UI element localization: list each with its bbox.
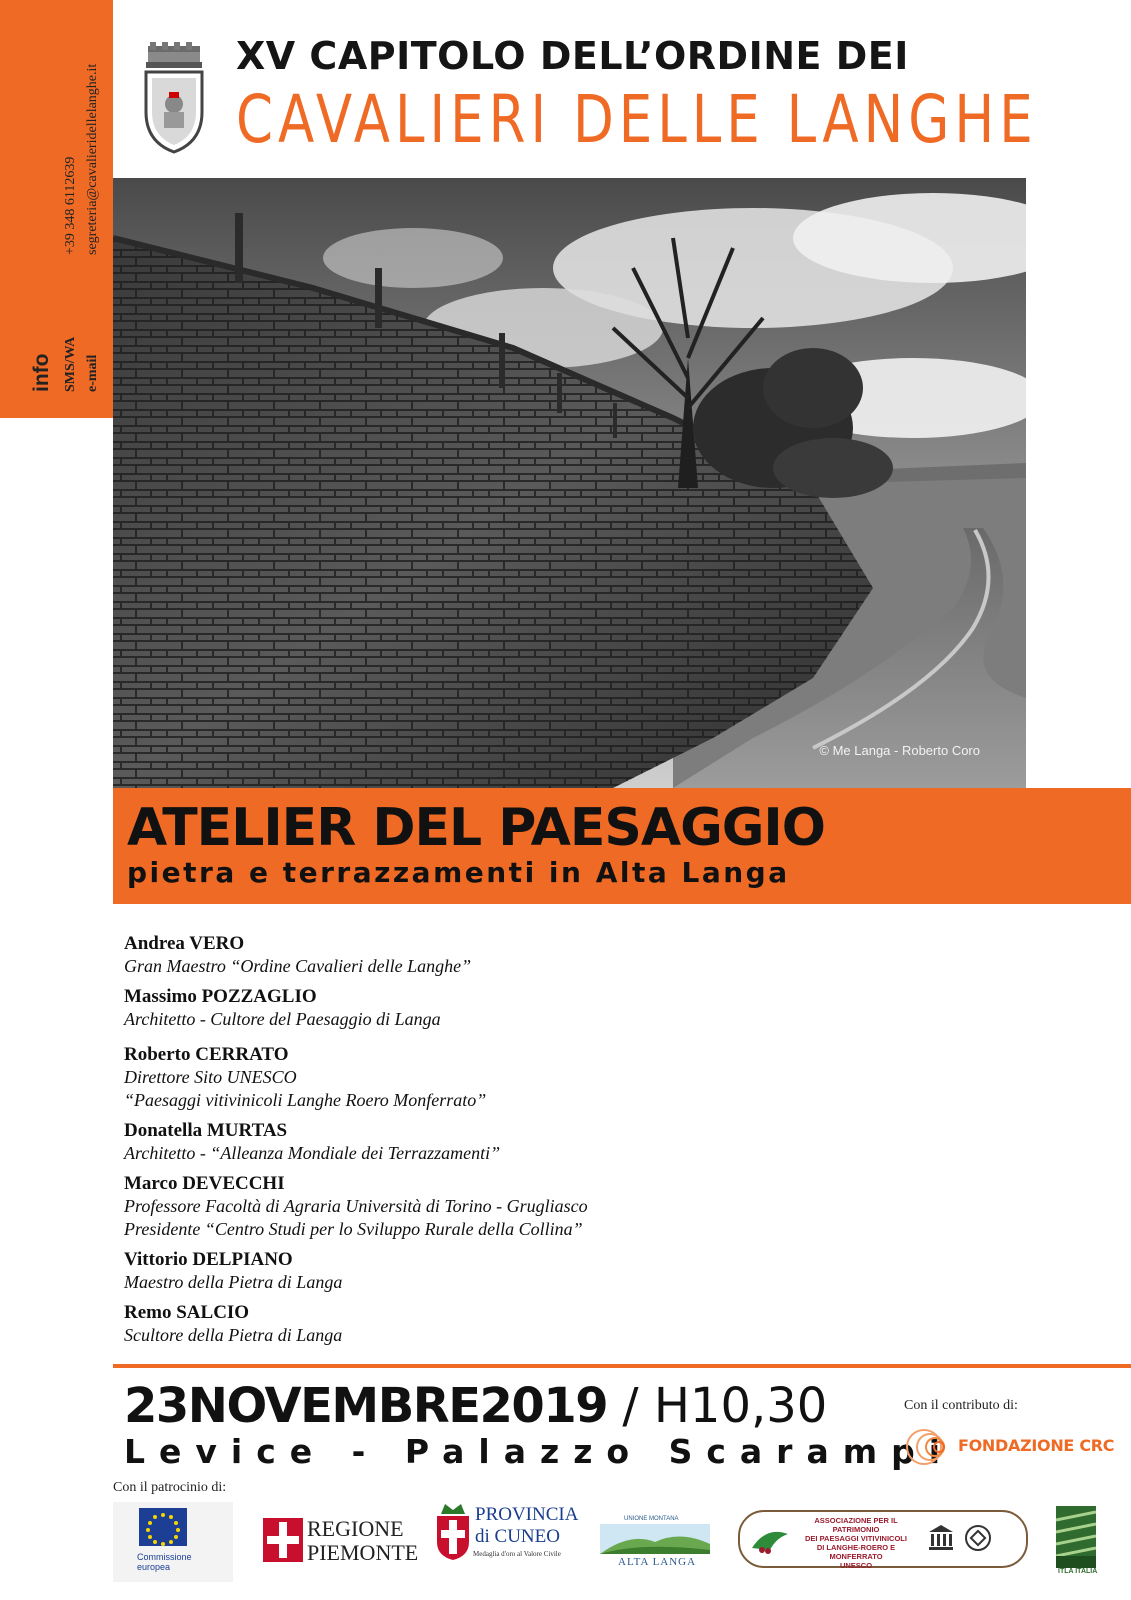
speaker-role: Presidente “Centro Studi per lo Sviluppo Rurale della Collina”: [124, 1219, 583, 1239]
crest-logo: [142, 42, 206, 154]
cuneo-crest-icon: [433, 1502, 473, 1562]
speaker-role: Architetto - Cultore del Paesaggio di Langa: [124, 1009, 441, 1029]
speaker-item: [124, 932, 824, 978]
fondazione-crc-logo: [904, 1424, 1115, 1470]
unesco-association-logo: [738, 1510, 1028, 1568]
assoc-line1: ASSOCIAZIONE PER IL PATRIMONIO: [814, 1516, 898, 1534]
speaker-name: Donatella MURTAS: [124, 1120, 288, 1141]
itla-italia-logo: [1056, 1506, 1096, 1580]
cuneo-line1: PROVINCIA: [475, 1504, 579, 1525]
speaker-role: Architetto - “Alleanza Mondiale dei Terrazzamenti”: [124, 1143, 501, 1163]
photo-credit: © Me Langa - Roberto Coro: [819, 743, 980, 758]
divider: [113, 1364, 1131, 1368]
hills-icon: [600, 1524, 710, 1554]
speaker-role: “Paesaggi vitivinicoli Langhe Roero Monferrato”: [124, 1090, 487, 1110]
speaker-name: Massimo POZZAGLIO: [124, 986, 317, 1007]
speaker-item: [124, 1119, 824, 1165]
unesco-temple-icon: [926, 1522, 956, 1552]
info-label: info: [30, 353, 53, 392]
info-keys: [60, 337, 104, 392]
speaker-name: Andrea VERO: [124, 933, 245, 954]
date-separator: /: [607, 1378, 654, 1434]
sms-key: SMS/WA: [63, 336, 78, 392]
piemonte-shield-icon: [263, 1518, 303, 1562]
event-title: ATELIER DEL PAESAGGIO: [127, 798, 825, 858]
email-key: e-mail: [85, 354, 100, 392]
event-date: 23NOVEMBRE2019: [124, 1378, 608, 1434]
crc-rings-icon: [904, 1424, 956, 1470]
speaker-role: Maestro della Pietra di Langa: [124, 1272, 343, 1292]
info-tab: [0, 0, 113, 418]
assoc-line4: UNESCO: [839, 1561, 873, 1570]
piemonte-line1: REGIONE: [307, 1516, 404, 1541]
altalanga-name: ALTA LANGA: [618, 1556, 697, 1568]
speaker-name: Vittorio DELPIANO: [124, 1249, 293, 1270]
assoc-line2: DEI PAESAGGI VITIVINICOLI: [805, 1534, 907, 1543]
speaker-name: Marco DEVECCHI: [124, 1173, 285, 1194]
info-values: [60, 64, 104, 255]
event-time: H10,30: [653, 1378, 828, 1434]
speaker-item: [124, 1172, 824, 1241]
provincia-cuneo-logo: [433, 1502, 579, 1578]
event-band: [113, 788, 1131, 904]
speaker-name: Remo SALCIO: [124, 1302, 250, 1323]
cuneo-note: Medaglia d'oro al Valore Civile: [473, 1550, 561, 1558]
piemonte-line2: PIEMONTE: [307, 1540, 419, 1565]
itla-name: ITLA ITALIA: [1058, 1568, 1098, 1575]
title-top: XV CAPITOLO DELL’ORDINE DEI: [236, 34, 909, 78]
eu-commission-logo: [113, 1502, 233, 1582]
landscape-photo: [113, 178, 1026, 788]
contributor-label: Con il contributo di:: [904, 1398, 1018, 1413]
phone-number[interactable]: +39 348 6112639: [63, 156, 78, 255]
assoc-line3: DI LANGHE-ROERO E MONFERRATO: [816, 1543, 896, 1561]
vine-leaf-icon: [750, 1524, 790, 1554]
itla-terraces-icon: [1056, 1506, 1096, 1568]
regione-piemonte-logo: [263, 1516, 419, 1566]
speaker-item: [124, 1301, 824, 1347]
eu-text: Commissione europea: [137, 1552, 192, 1572]
speaker-item: [124, 1248, 824, 1294]
speaker-name: Roberto CERRATO: [124, 1044, 289, 1065]
speaker-role: Gran Maestro “Ordine Cavalieri delle Langhe”: [124, 956, 472, 976]
patron-label: Con il patrocinio di:: [113, 1480, 227, 1495]
title-main: CAVALIERI DELLE LANGHE: [236, 82, 1038, 159]
speaker-item: [124, 1043, 824, 1112]
speaker-item: [124, 985, 824, 1031]
alta-langa-logo: [600, 1514, 710, 1570]
email-address[interactable]: segreteria@cavalieridellelanghe.it: [85, 63, 100, 255]
cuneo-line2: di CUNEO: [475, 1526, 560, 1547]
event-subtitle: pietra e terrazzamenti in Alta Langa: [127, 856, 790, 889]
speaker-role: Professore Facoltà di Agraria Università di Torino - Grugliasco: [124, 1196, 588, 1216]
world-heritage-icon: [964, 1524, 992, 1552]
event-date-line: [124, 1378, 827, 1434]
speaker-role: Direttore Sito UNESCO: [124, 1067, 297, 1087]
crc-name: FONDAZIONE CRC: [958, 1436, 1115, 1455]
speaker-role: Scultore della Pietra di Langa: [124, 1325, 343, 1345]
event-place: Levice - Palazzo Scarampi: [124, 1432, 955, 1471]
speakers-list: [124, 932, 824, 1354]
altalanga-top: UNIONE MONTANA: [624, 1516, 679, 1522]
